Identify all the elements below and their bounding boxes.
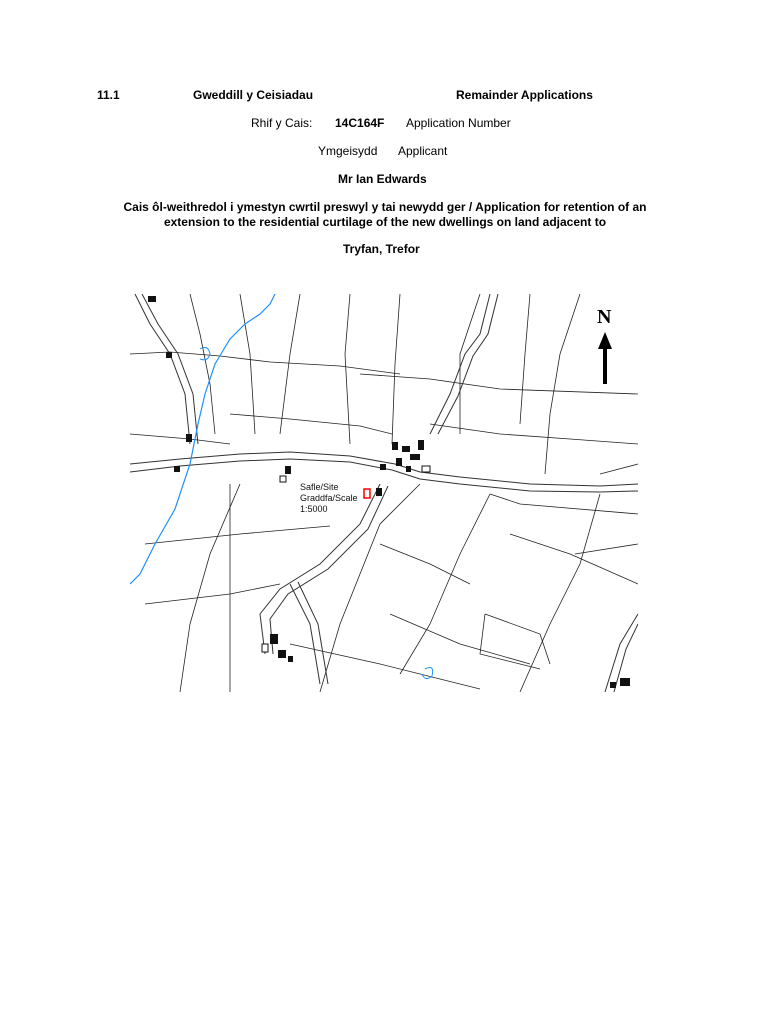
north-label: N [597, 306, 612, 328]
english-section-heading: Remainder Applications [456, 88, 593, 102]
map-drawing [130, 294, 638, 692]
north-arrow-head [598, 332, 612, 349]
roads [130, 294, 638, 692]
applicant-label-welsh: Ymgeisydd [318, 144, 378, 158]
description-line-1: Cais ôl-weithredol i ymestyn cwrtil preswyl y tai newydd ger / Application for retention of an [123, 200, 647, 214]
stream [130, 294, 275, 584]
applicant-label-english: Applicant [398, 144, 448, 158]
welsh-section-heading: Gweddill y Ceisiadau [193, 88, 314, 102]
application-number-label-english: Application Number [406, 116, 511, 130]
description-line-2: extension to the residential curtilage of the new dwellings on land adjacent to [163, 215, 607, 229]
map-scale-label: Graddfa/Scale [300, 493, 358, 503]
item-number: 11.1 [97, 88, 120, 102]
map-scale-value: 1:5000 [300, 504, 328, 514]
pond-south [422, 668, 433, 679]
site-location-map [130, 294, 638, 692]
application-number: 14C164F [335, 116, 385, 130]
applicant-name: Mr Ian Edwards [338, 172, 427, 186]
application-site-outline [364, 489, 370, 498]
application-number-label-welsh: Rhif y Cais: [251, 116, 313, 130]
location: Tryfan, Trefor [343, 242, 420, 256]
map-site-label: Safle/Site [300, 482, 339, 492]
field-boundaries [130, 294, 638, 692]
